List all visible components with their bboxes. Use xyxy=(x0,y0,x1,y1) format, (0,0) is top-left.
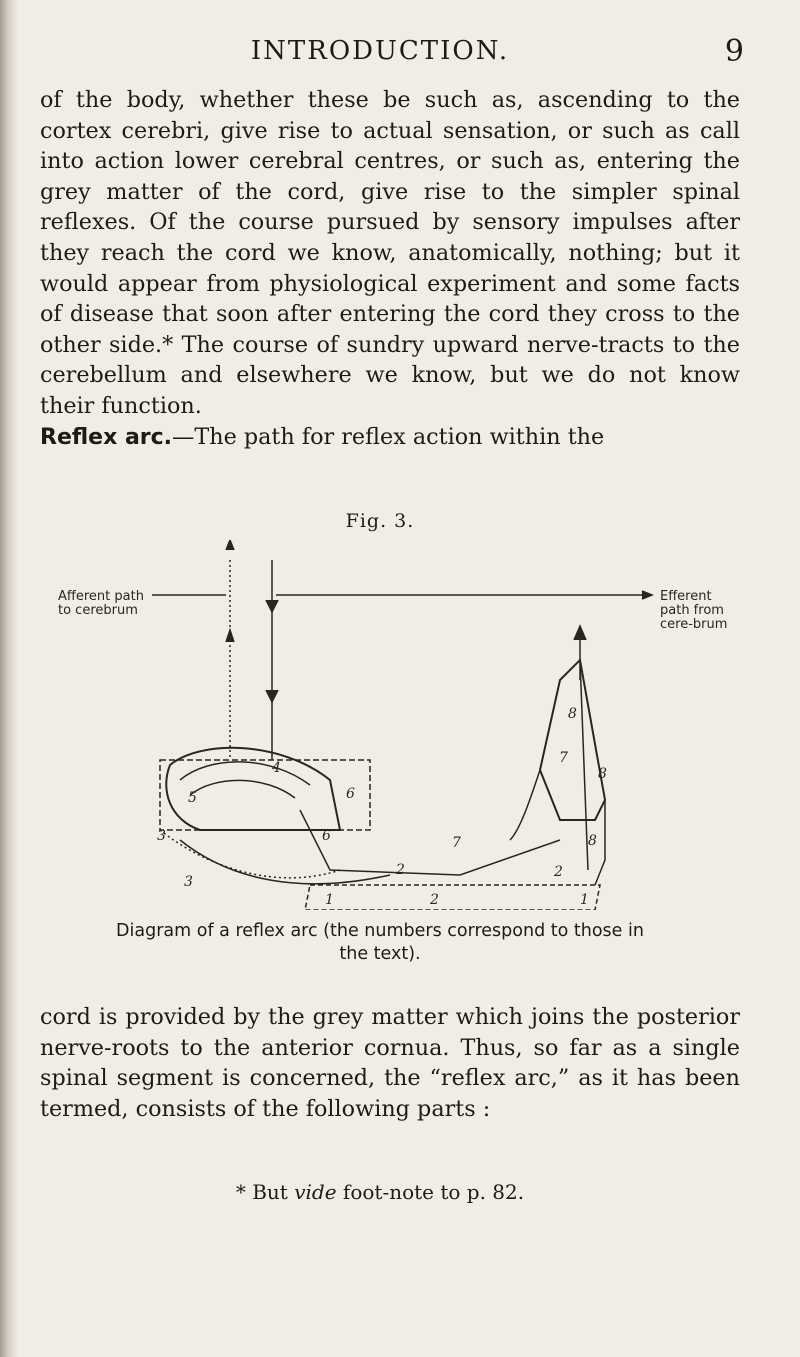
footnote-vide: vide xyxy=(294,1180,337,1204)
efferent-path-label: Efferent path from cere-brum xyxy=(660,589,728,632)
figure-label: Fig. 3. xyxy=(345,510,415,532)
footnote xyxy=(0,1180,760,1204)
page-header xyxy=(0,34,800,74)
reflex-arc-drawing xyxy=(40,540,740,910)
reflex-arc-text: —The path for reflex action within the xyxy=(172,423,605,450)
diagram-number-1b: 1 xyxy=(580,892,589,908)
reflex-arc-sentence xyxy=(40,422,740,454)
paragraph-1-text: of the body, whether these be such as, ascending to the cortex cerebri, give rise to actual sensation, or such as call into action lower cerebral centres, or such as, entering the grey matter of the cord, give rise to the simpler spinal reflexes. Of the course pursued by sensory impulses after they reach the cord we know, anatomically, nothing; but it would appear from physiological experiment and some facts of disease that soon after entering the cord they cross to the other side.* The course of sundry upward nerve-tracts to the cerebellum and elsewhere we know, but we do not know their function. xyxy=(40,87,740,419)
diagram-number-7b: 7 xyxy=(559,750,568,766)
body-paragraph-3: cord is provided by the grey matter which joins the posterior nerve-roots to the anterior cornua. Thus, so far as a single spinal segment is concerned, the “reflex arc,” as it has been termed, consists of the following parts : xyxy=(40,1004,740,1122)
diagram-number-5: 5 xyxy=(188,790,197,806)
reflex-arc-diagram xyxy=(40,540,740,910)
diagram-number-4: 4 xyxy=(272,760,281,776)
run-in-heading: Reflex arc. xyxy=(40,424,173,450)
diagram-number-6b: 6 xyxy=(322,828,331,844)
footnote-marker: * But xyxy=(235,1180,288,1204)
running-title: INTRODUCTION. xyxy=(250,36,510,66)
page-binding-shadow xyxy=(0,0,18,1357)
afferent-path-label: Afferent path to cerebrum xyxy=(58,589,144,618)
diagram-number-6: 6 xyxy=(346,786,355,802)
diagram-number-3b: 3 xyxy=(184,874,193,890)
diagram-number-3: 3 xyxy=(157,828,166,844)
diagram-number-7: 7 xyxy=(452,835,461,851)
diagram-number-8c: 8 xyxy=(588,833,597,849)
page-number: 9 xyxy=(724,34,744,69)
diagram-number-2: 2 xyxy=(396,862,405,878)
body-paragraph-1 xyxy=(40,85,740,453)
diagram-number-2b: 2 xyxy=(554,864,563,880)
footnote-text: foot-note to p. 82. xyxy=(342,1180,525,1204)
diagram-number-8: 8 xyxy=(568,706,577,722)
diagram-number-1: 1 xyxy=(325,892,334,908)
diagram-number-8b: 8 xyxy=(598,766,607,782)
diagram-number-2c: 2 xyxy=(430,892,439,908)
figure-caption: Diagram of a reflex arc (the numbers correspond to those in the text). xyxy=(116,921,644,964)
